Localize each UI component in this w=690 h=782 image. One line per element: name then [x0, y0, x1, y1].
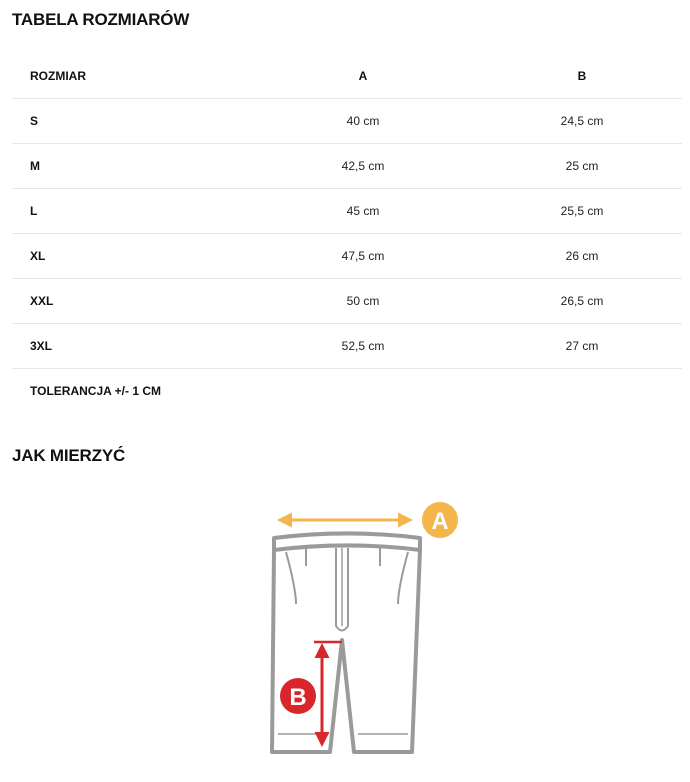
measure-b-cell: 26,5 cm	[474, 278, 682, 323]
table-header-row	[12, 54, 682, 98]
marker-b-label: B	[289, 684, 307, 711]
shorts-body	[272, 550, 420, 752]
shorts-measurement-diagram	[262, 494, 462, 760]
measure-b-cell: 27 cm	[474, 323, 682, 368]
shorts-outline-icon	[272, 534, 420, 753]
column-header-b: B	[474, 54, 682, 98]
marker-a-label: A	[431, 508, 449, 535]
measure-b-cell: 24,5 cm	[474, 98, 682, 143]
measure-b-cell: 25 cm	[474, 143, 682, 188]
waistband	[274, 534, 420, 551]
size-cell: XXL	[12, 278, 252, 323]
measure-a-cell: 52,5 cm	[252, 323, 474, 368]
size-cell: M	[12, 143, 252, 188]
table-row	[12, 143, 682, 188]
measure-b-cell: 26 cm	[474, 233, 682, 278]
size-table	[12, 54, 682, 369]
page-title: TABELA ROZMIARÓW	[12, 10, 190, 29]
measure-a-cell: 42,5 cm	[252, 143, 474, 188]
measure-a-cell: 50 cm	[252, 278, 474, 323]
size-cell: XL	[12, 233, 252, 278]
column-header-a: A	[252, 54, 474, 98]
table-row	[12, 278, 682, 323]
size-cell: 3XL	[12, 323, 252, 368]
measure-b-cell: 25,5 cm	[474, 188, 682, 233]
size-cell: S	[12, 98, 252, 143]
size-cell: L	[12, 188, 252, 233]
measure-a-cell: 47,5 cm	[252, 233, 474, 278]
table-row	[12, 188, 682, 233]
table-row	[12, 323, 682, 368]
measure-a-cell: 40 cm	[252, 98, 474, 143]
measure-a-cell: 45 cm	[252, 188, 474, 233]
tolerance-note: TOLERANCJA +/- 1 CM	[30, 384, 162, 398]
column-header-size: ROZMIAR	[12, 54, 252, 98]
how-to-measure-title: JAK MIERZYĆ	[12, 446, 126, 465]
table-row	[12, 98, 682, 143]
table-row	[12, 233, 682, 278]
